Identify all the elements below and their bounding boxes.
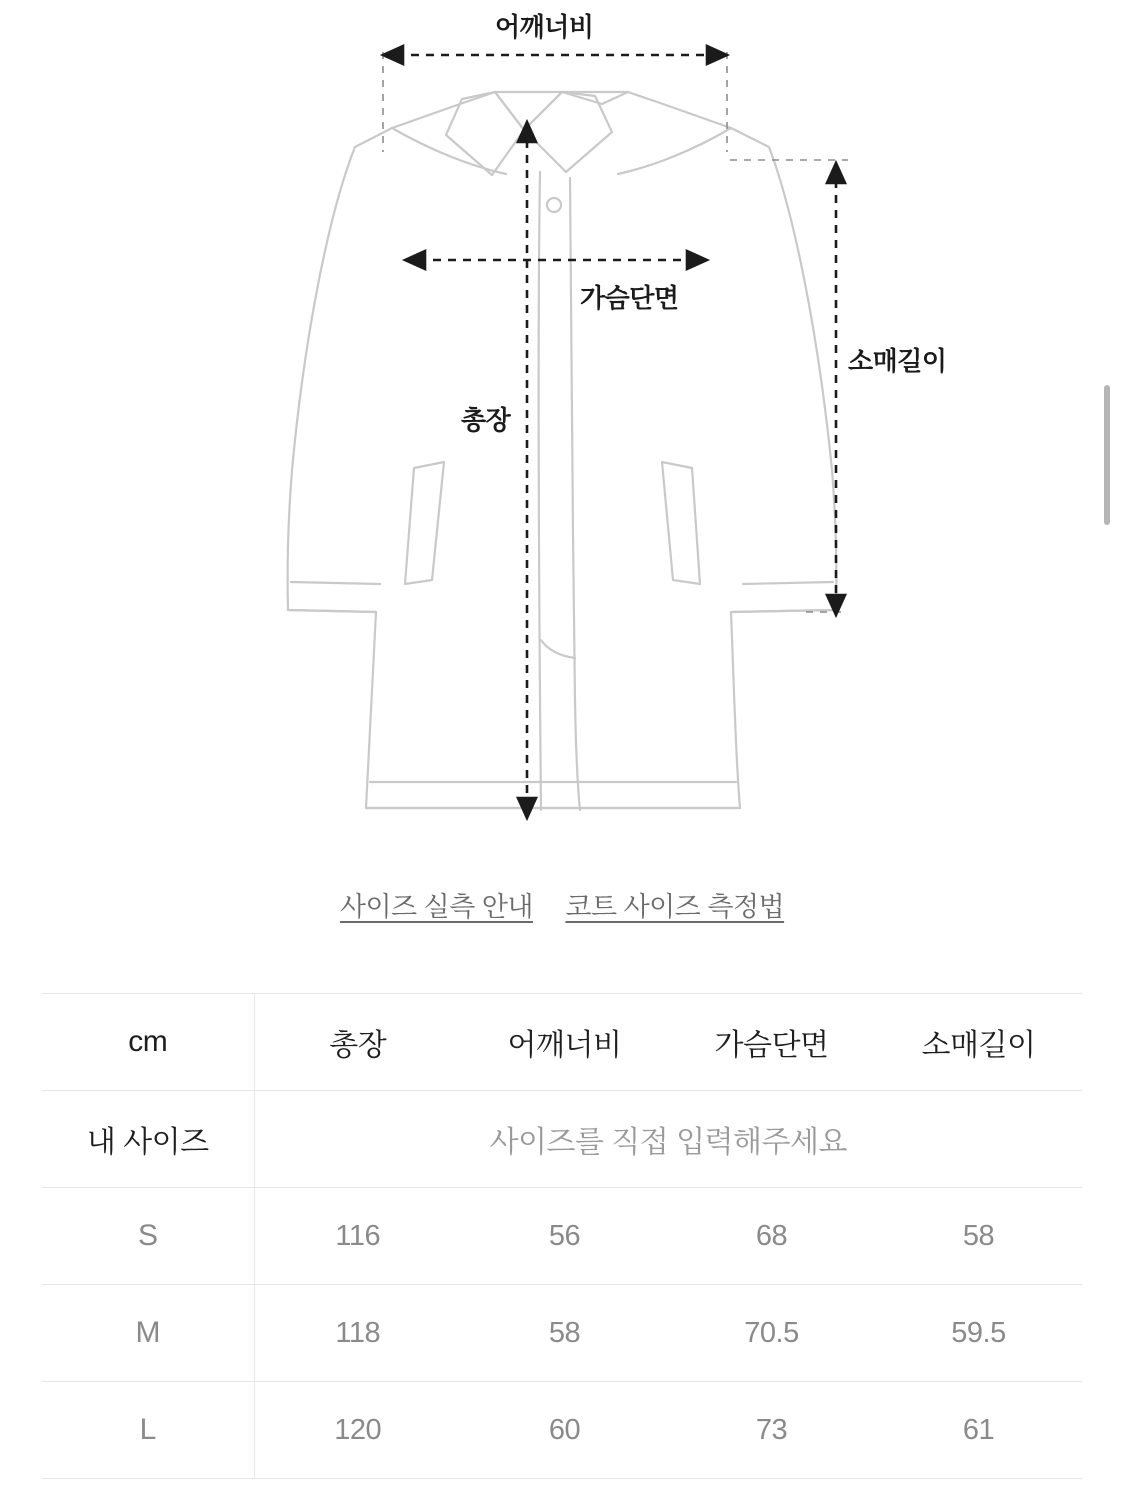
link-coat-measure-method[interactable]: 코트 사이즈 측정법 bbox=[565, 892, 785, 922]
diagram-label-shoulder: 어깨너비 bbox=[495, 12, 594, 42]
cell-s-shoulder: 56 bbox=[461, 1188, 668, 1285]
row-label-my-size: 내 사이즈 bbox=[42, 1091, 254, 1188]
cell-l-length: 120 bbox=[254, 1382, 461, 1479]
column-header-unit: cm bbox=[42, 994, 254, 1091]
row-label-size-m: M bbox=[42, 1285, 254, 1382]
column-header-shoulder: 어깨너비 bbox=[461, 994, 668, 1091]
table-row-my-size[interactable] bbox=[42, 1091, 1082, 1188]
column-header-length: 총장 bbox=[254, 994, 461, 1091]
cell-m-chest: 70.5 bbox=[668, 1285, 875, 1382]
cell-l-shoulder: 60 bbox=[461, 1382, 668, 1479]
column-header-chest: 가슴단면 bbox=[668, 994, 875, 1091]
row-label-size-s: S bbox=[42, 1188, 254, 1285]
cell-l-chest: 73 bbox=[668, 1382, 875, 1479]
cell-m-shoulder: 58 bbox=[461, 1285, 668, 1382]
table-row bbox=[42, 1285, 1082, 1382]
cell-m-length: 118 bbox=[254, 1285, 461, 1382]
diagram-label-length: 총장 bbox=[461, 405, 511, 435]
cell-m-sleeve: 59.5 bbox=[875, 1285, 1082, 1382]
diagram-label-sleeve: 소매길이 bbox=[848, 346, 947, 376]
cell-s-length: 116 bbox=[254, 1188, 461, 1285]
cell-s-sleeve: 58 bbox=[875, 1188, 1082, 1285]
cell-s-chest: 68 bbox=[668, 1188, 875, 1285]
page-scrollbar[interactable] bbox=[1110, 0, 1118, 1500]
diagram-label-chest: 가슴단면 bbox=[580, 283, 679, 313]
row-label-size-l: L bbox=[42, 1382, 254, 1479]
table-row bbox=[42, 1382, 1082, 1479]
table-row bbox=[42, 1188, 1082, 1285]
cell-l-sleeve: 61 bbox=[875, 1382, 1082, 1479]
size-table bbox=[42, 993, 1082, 1479]
table-header-row bbox=[42, 994, 1082, 1091]
guide-links bbox=[0, 885, 1124, 924]
column-header-sleeve: 소매길이 bbox=[875, 994, 1082, 1091]
my-size-input-placeholder[interactable]: 사이즈를 직접 입력해주세요 bbox=[254, 1091, 1082, 1188]
scrollbar-thumb[interactable] bbox=[1104, 385, 1110, 525]
link-size-measure-guide[interactable]: 사이즈 실측 안내 bbox=[339, 892, 533, 922]
